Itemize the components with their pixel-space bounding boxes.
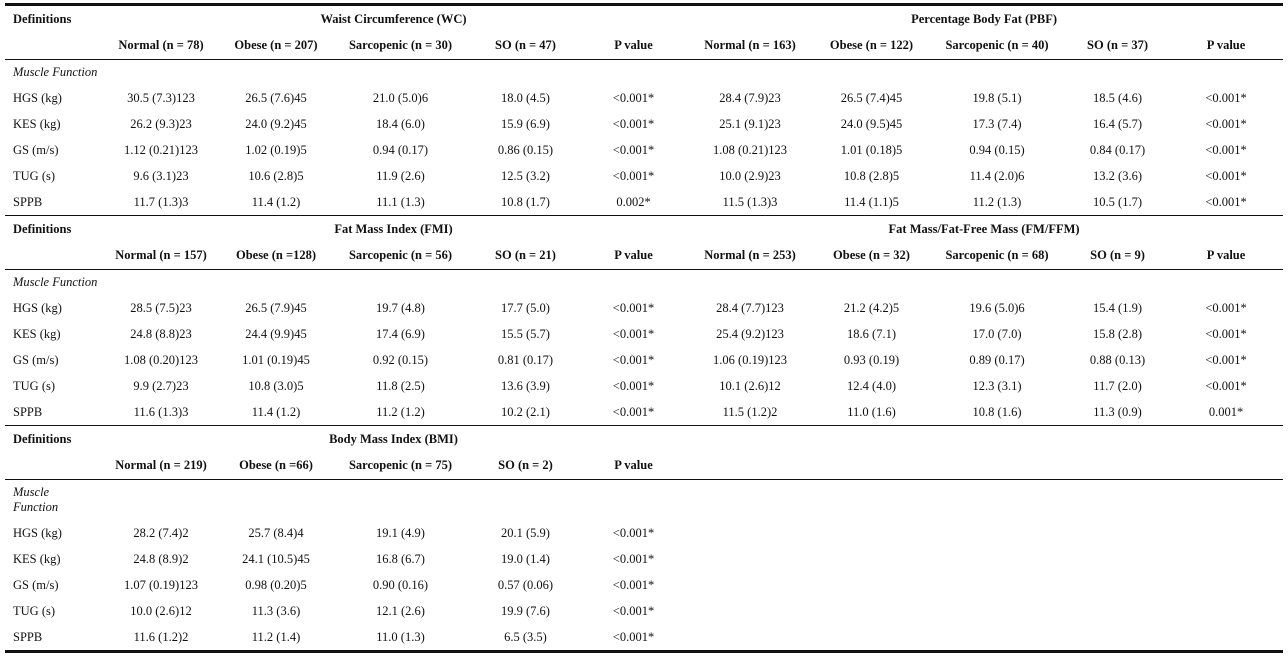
table-cell: 19.8 (5.1) [972, 90, 1022, 105]
definitions-label: Definitions [5, 216, 102, 243]
table-cell: 0.57 (0.06) [497, 577, 554, 592]
measure-label: KES (kg) [13, 551, 61, 566]
p-value-cell: <0.001* [1205, 116, 1247, 131]
table-cell: 25.7 (8.4)4 [248, 525, 304, 540]
table-cell: 11.0 (1.3) [332, 624, 469, 652]
table-cell: 15.8 (2.8) [1093, 326, 1142, 341]
table-cell: 19.9 (7.6) [501, 603, 550, 618]
table-cell: 26.5 (7.4)45 [840, 90, 903, 105]
definitions-label: Definitions [5, 426, 102, 453]
table-cell: 11.6 (1.2)2 [102, 624, 220, 652]
table-cell: 18.0 (4.5) [501, 90, 550, 105]
empty-header-cell [5, 242, 102, 270]
table-row [5, 295, 1283, 321]
measure-label: KES (kg) [13, 116, 61, 131]
table-cell: 20.1 (5.9) [501, 525, 550, 540]
table-cell: 11.1 (1.3) [376, 194, 425, 209]
p-value-header: P value [614, 38, 653, 52]
table-cell: 28.4 (7.7)123 [716, 300, 784, 315]
table-cell: 15.9 (6.9) [501, 116, 550, 131]
table-cell: 1.06 (0.19)123 [713, 352, 787, 367]
col-header: Sarcopenic (n = 75) [348, 458, 453, 472]
col-header: SO (n = 9) [1090, 248, 1145, 262]
col-header: Normal (n = 253) [704, 248, 796, 262]
empty-cell [685, 546, 1283, 572]
table-cell: 12.5 (3.2) [501, 168, 550, 183]
col-header: Obese (n = 122) [829, 38, 914, 52]
table-cell: 15.4 (1.9) [1093, 300, 1142, 315]
p-value-cell: <0.001* [1205, 142, 1247, 157]
table-cell: 11.4 (1.2) [251, 404, 301, 419]
pbf-title: Percentage Body Fat (PBF) [685, 5, 1283, 33]
table-cell: 11.4 (2.0)6 [969, 168, 1025, 183]
p-value-cell: <0.001* [1205, 378, 1247, 393]
table-row [5, 520, 1283, 546]
measure-label: KES (kg) [13, 326, 61, 341]
p-value-cell: <0.001* [612, 116, 655, 131]
table-cell: 17.4 (6.9) [376, 326, 425, 341]
measure-label: TUG (s) [13, 378, 56, 393]
measure-label: HGS (kg) [13, 90, 62, 105]
table-cell: 11.4 (1.1)5 [844, 194, 899, 209]
table-cell: 6.5 (3.5) [469, 624, 582, 652]
table-cell: 18.6 (7.1) [847, 326, 896, 341]
measure-label: GS (m/s) [13, 142, 59, 157]
table-cell: 10.8 (1.6) [972, 404, 1022, 419]
empty-cell [685, 572, 1283, 598]
table-cell: 19.7 (4.8) [376, 300, 425, 315]
table-cell: 28.5 (7.5)23 [130, 300, 192, 315]
muscle-function-table [5, 3, 1283, 653]
table-cell: 11.8 (2.5) [376, 378, 425, 393]
col-header: Obese (n =66) [239, 458, 313, 472]
p-value-cell: 0.001* [1208, 404, 1244, 419]
p-value-cell: <0.001* [612, 142, 655, 157]
empty-cell [685, 624, 1283, 652]
fmi-title: Fat Mass Index (FMI) [102, 216, 685, 243]
table-cell: 11.0 (1.6) [847, 404, 896, 419]
measure-label: SPPB [13, 194, 43, 209]
table-cell: 10.8 (1.7) [501, 194, 550, 209]
measure-label: GS (m/s) [13, 577, 59, 592]
p-value-cell: <0.001* [612, 168, 655, 183]
table-cell: 10.2 (2.1) [501, 404, 550, 419]
definitions-row [5, 426, 1283, 453]
p-value-cell: <0.001* [1205, 194, 1247, 209]
table-cell: 10.0 (2.6)12 [130, 603, 192, 618]
table-cell: 16.8 (6.7) [376, 551, 425, 566]
table-cell: 0.84 (0.17) [1089, 142, 1146, 157]
table-cell: 18.5 (4.6) [1093, 90, 1142, 105]
table-cell: 0.86 (0.15) [497, 142, 554, 157]
table-cell: 11.4 (1.2) [251, 194, 301, 209]
col-header: Sarcopenic (n = 68) [945, 248, 1049, 262]
table-cell: 10.6 (2.8)5 [248, 168, 304, 183]
table-row [5, 163, 1283, 189]
p-value-cell: <0.001* [612, 90, 655, 105]
col-header: Sarcopenic (n = 56) [348, 248, 453, 262]
table-cell: 25.4 (9.2)123 [716, 326, 784, 341]
col-header: Normal (n = 219) [115, 458, 207, 472]
table-cell: 10.1 (2.6)12 [719, 378, 781, 393]
empty-cell [685, 598, 1283, 624]
table-cell: 15.5 (5.7) [501, 326, 550, 341]
table-cell: 0.94 (0.15) [969, 142, 1025, 157]
table-cell: 1.01 (0.19)45 [242, 352, 310, 367]
table-cell: 10.8 (2.8)5 [843, 168, 900, 183]
table-cell: 11.6 (1.3)3 [133, 404, 189, 419]
table-cell: 11.9 (2.6) [376, 168, 425, 183]
table-cell: 10.5 (1.7) [1093, 194, 1142, 209]
table-cell: 24.1 (10.5)45 [242, 551, 310, 566]
table-cell: 21.2 (4.2)5 [843, 300, 900, 315]
table-row [5, 347, 1283, 373]
muscle-function-row [5, 270, 1283, 296]
column-header-row [5, 32, 1283, 60]
table-cell: 11.7 (2.0) [1093, 378, 1142, 393]
table-row [5, 137, 1283, 163]
table-cell: 28.2 (7.4)2 [133, 525, 189, 540]
col-header: SO (n = 21) [495, 248, 556, 262]
table-cell: 0.92 (0.15) [372, 352, 429, 367]
p-value-cell: <0.001* [612, 378, 655, 393]
p-value-cell: <0.001* [612, 551, 655, 566]
table-cell: 26.2 (9.3)23 [130, 116, 192, 131]
col-header: Sarcopenic (n = 40) [945, 38, 1049, 52]
p-value-cell: 0.002* [616, 194, 651, 209]
measure-label: HGS (kg) [13, 300, 62, 315]
table-cell: 19.1 (4.9) [376, 525, 425, 540]
table-row [5, 321, 1283, 347]
p-value-cell: <0.001* [1205, 326, 1247, 341]
table-cell: 25.1 (9.1)23 [719, 116, 781, 131]
table-cell: 0.98 (0.20)5 [245, 577, 307, 592]
table-cell: 13.6 (3.9) [501, 378, 550, 393]
col-header: Obese (n = 32) [833, 248, 910, 262]
bmi-title: Body Mass Index (BMI) [102, 426, 685, 453]
measure-label: SPPB [13, 404, 43, 419]
p-value-cell: <0.001* [612, 577, 655, 592]
table-cell: 0.90 (0.16) [372, 577, 429, 592]
table-cell: 10.8 (3.0)5 [248, 378, 304, 393]
p-value-cell: <0.001* [612, 326, 655, 341]
table-row [5, 546, 1283, 572]
table-row [5, 399, 1283, 426]
empty-cell [685, 426, 1283, 453]
fm-ffm-title: Fat Mass/Fat-Free Mass (FM/FFM) [685, 216, 1283, 243]
p-value-cell: <0.001* [612, 352, 655, 367]
p-value-cell: <0.001* [1205, 168, 1247, 183]
table-cell: 9.6 (3.1)23 [133, 168, 189, 183]
muscle-function-row [5, 60, 1283, 86]
wc-title: Waist Circumference (WC) [102, 5, 685, 33]
table-cell: 1.08 (0.21)123 [713, 142, 787, 157]
col-header: Obese (n = 207) [234, 38, 318, 52]
empty-cell [685, 520, 1283, 546]
table-cell: 11.2 (1.3) [972, 194, 1022, 209]
table-cell: 26.5 (7.9)45 [245, 300, 307, 315]
definitions-row [5, 5, 1283, 33]
measure-label: GS (m/s) [13, 352, 59, 367]
table-cell: 17.7 (5.0) [501, 300, 550, 315]
p-value-cell: <0.001* [582, 624, 685, 652]
table-cell: 17.3 (7.4) [972, 116, 1022, 131]
col-header: Normal (n = 157) [115, 248, 207, 262]
table-cell: 17.0 (7.0) [972, 326, 1022, 341]
empty-cell [102, 480, 1283, 521]
muscle-function-line2: Function [13, 500, 59, 514]
table-cell: 11.2 (1.2) [376, 404, 425, 419]
table-cell: 28.4 (7.9)23 [719, 90, 781, 105]
table-cell: 24.0 (9.2)45 [245, 116, 307, 131]
table-cell: 13.2 (3.6) [1093, 168, 1142, 183]
definitions-label: Definitions [5, 5, 102, 33]
table-cell: 11.5 (1.2)2 [722, 404, 778, 419]
table-cell: 12.3 (3.1) [972, 378, 1022, 393]
col-header: Obese (n =128) [235, 248, 317, 262]
table-cell: 0.93 (0.19) [843, 352, 900, 367]
col-header: SO (n = 2) [498, 458, 553, 472]
empty-header-cell [5, 32, 102, 60]
p-value-cell: <0.001* [1205, 300, 1247, 315]
p-value-header: P value [1206, 248, 1246, 262]
table-cell: 24.0 (9.5)45 [840, 116, 903, 131]
muscle-function-label: Muscle Function [5, 270, 1283, 296]
table-cell: 11.3 (0.9) [1093, 404, 1142, 419]
measure-label: TUG (s) [13, 168, 56, 183]
table-cell: 0.94 (0.17) [372, 142, 429, 157]
table-cell: 18.4 (6.0) [376, 116, 425, 131]
table-cell: 1.08 (0.20)123 [124, 352, 198, 367]
table-cell: 1.02 (0.19)5 [245, 142, 307, 157]
table-row [5, 598, 1283, 624]
empty-cell [685, 452, 1283, 480]
table-cell: 11.7 (1.3)3 [133, 194, 189, 209]
table-cell: 11.5 (1.3)3 [722, 194, 778, 209]
column-header-row [5, 242, 1283, 270]
col-header: SO (n = 37) [1087, 38, 1148, 52]
table-cell: 21.0 (5.0)6 [372, 90, 429, 105]
measure-label: HGS (kg) [13, 525, 62, 540]
table-cell: 10.0 (2.9)23 [719, 168, 781, 183]
table-cell: 16.4 (5.7) [1093, 116, 1142, 131]
col-header: Normal (n = 78) [118, 38, 204, 52]
muscle-function-row [5, 480, 1283, 521]
p-value-header: P value [614, 458, 653, 472]
table-cell: 24.8 (8.8)23 [130, 326, 192, 341]
table-cell: 19.0 (1.4) [501, 551, 550, 566]
p-value-header: P value [614, 248, 653, 262]
table-cell: 12.1 (2.6) [376, 603, 425, 618]
muscle-function-line1: Muscle [13, 485, 50, 499]
table-row [5, 85, 1283, 111]
p-value-cell: <0.001* [612, 603, 655, 618]
measure-label: TUG (s) [13, 603, 56, 618]
table-cell: 9.9 (2.7)23 [133, 378, 189, 393]
p-value-cell: <0.001* [612, 300, 655, 315]
table-row [5, 373, 1283, 399]
definitions-row [5, 216, 1283, 243]
p-value-cell: <0.001* [1205, 90, 1247, 105]
column-header-row [5, 452, 1283, 480]
table-cell: 0.81 (0.17) [497, 352, 554, 367]
p-value-header: P value [1206, 38, 1246, 52]
col-header: Sarcopenic (n = 30) [348, 38, 453, 52]
table-cell: 11.2 (1.4) [220, 624, 332, 652]
table-cell: 26.5 (7.6)45 [245, 90, 307, 105]
empty-header-cell [5, 452, 102, 480]
p-value-cell: <0.001* [612, 525, 655, 540]
table-cell: 19.6 (5.0)6 [969, 300, 1025, 315]
table-row [5, 111, 1283, 137]
table-cell: 24.4 (9.9)45 [245, 326, 307, 341]
table-cell: 30.5 (7.3)123 [127, 90, 195, 105]
table-cell: 12.4 (4.0) [847, 378, 896, 393]
muscle-function-label [5, 480, 102, 521]
table-row [5, 624, 1283, 652]
p-value-cell: <0.001* [1205, 352, 1247, 367]
table-cell: 1.07 (0.19)123 [124, 577, 198, 592]
col-header: SO (n = 47) [495, 38, 556, 52]
table-cell: 24.8 (8.9)2 [133, 551, 189, 566]
table-row [5, 189, 1283, 216]
table-cell: 1.01 (0.18)5 [840, 142, 903, 157]
measure-label: SPPB [5, 624, 102, 652]
table-cell: 11.3 (3.6) [251, 603, 301, 618]
table-cell: 1.12 (0.21)123 [124, 142, 198, 157]
table-cell: 0.88 (0.13) [1089, 352, 1146, 367]
p-value-cell: <0.001* [612, 404, 655, 419]
table-cell: 0.89 (0.17) [969, 352, 1025, 367]
muscle-function-label: Muscle Function [5, 60, 1283, 86]
table-row [5, 572, 1283, 598]
col-header: Normal (n = 163) [704, 38, 796, 52]
